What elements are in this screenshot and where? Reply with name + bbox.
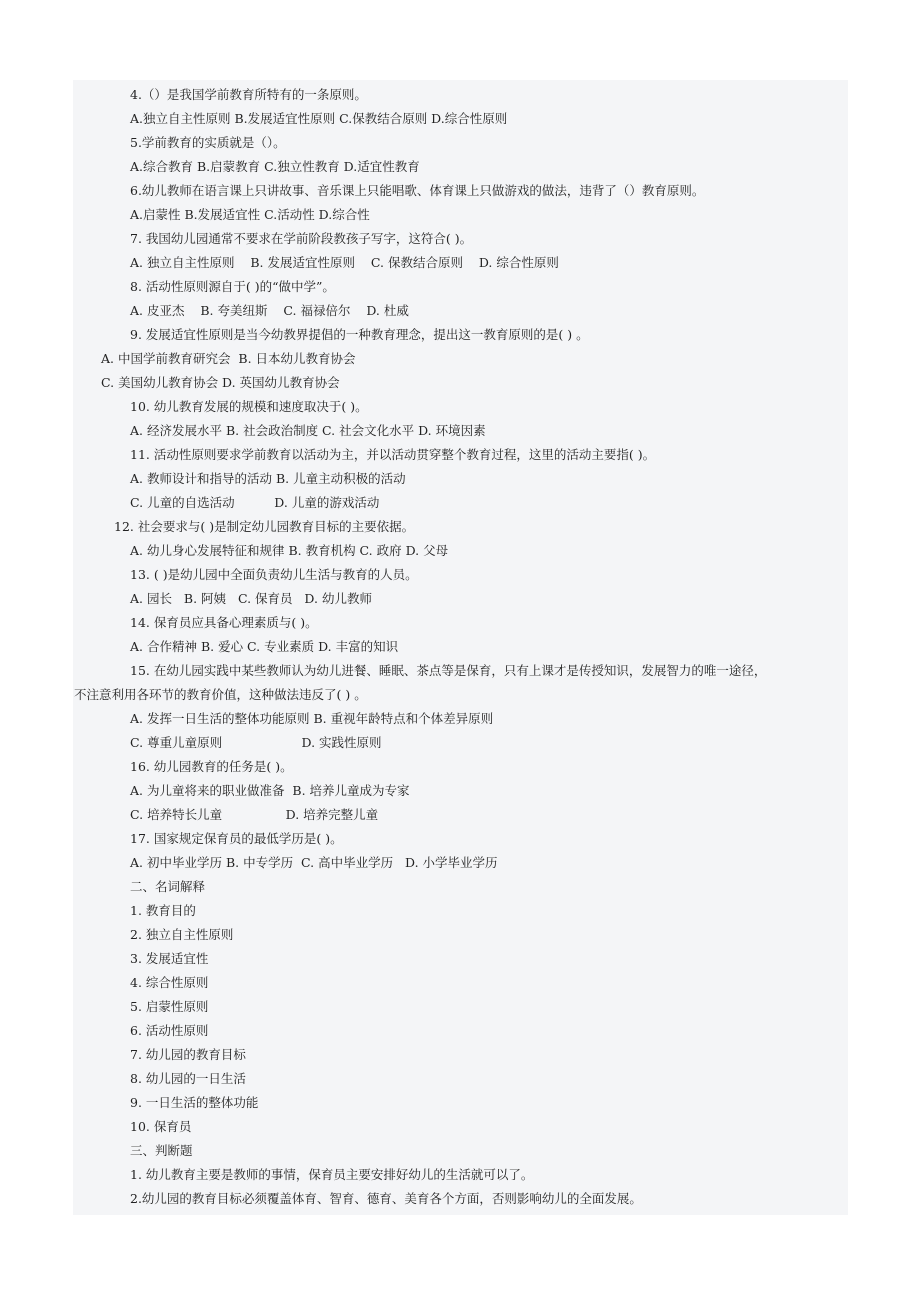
question-9-options-ab: A. 中国学前教育研究会 B. 日本幼儿教育协会 [101, 351, 356, 366]
question-15-continued: 不注意利用各环节的教育价值，这种做法违反了( ) 。 [74, 687, 367, 702]
term-item: 3. 发展适宜性 [130, 951, 209, 966]
question-9-options-cd: C. 美国幼儿教育协会 D. 英国幼儿教育协会 [101, 375, 340, 390]
question-14: 14. 保育员应具备心理素质与( )。 [130, 615, 318, 630]
question-8-options: A. 皮亚杰 B. 夸美纽斯 C. 福禄倍尔 D. 杜威 [130, 303, 409, 318]
question-13: 13. ( )是幼儿园中全面负责幼儿生活与教育的人员。 [130, 567, 418, 582]
question-5: 5.学前教育的实质就是（）。 [130, 135, 286, 150]
question-9: 9. 发展适宜性原则是当今幼教界提倡的一种教育理念，提出这一教育原则的是( ) 。 [130, 327, 589, 342]
question-16-options-cd: C. 培养特长儿童 D. 培养完整儿童 [130, 807, 379, 822]
question-13-options: A. 园长 B. 阿姨 C. 保育员 D. 幼儿教师 [130, 591, 372, 606]
section-heading-true-false: 三、判断题 [130, 1143, 193, 1158]
term-item: 6. 活动性原则 [130, 1023, 209, 1038]
question-7: 7. 我国幼儿园通常不要求在学前阶段教孩子写字，这符合( )。 [130, 231, 473, 246]
question-11-options-cd: C. 儿童的自选活动 D. 儿童的游戏活动 [130, 495, 380, 510]
question-7-options: A. 独立自主性原则 B. 发展适宜性原则 C. 保教结合原则 D. 综合性原则 [130, 255, 559, 270]
term-item: 8. 幼儿园的一日生活 [130, 1071, 246, 1086]
question-5-options: A.综合教育 B.启蒙教育 C.独立性教育 D.适宜性教育 [130, 159, 420, 174]
term-item: 5. 启蒙性原则 [130, 999, 209, 1014]
term-item: 4. 综合性原则 [130, 975, 209, 990]
question-4-options: A.独立自主性原则 B.发展适宜性原则 C.保教结合原则 D.综合性原则 [130, 111, 508, 126]
question-6-options: A.启蒙性 B.发展适宜性 C.活动性 D.综合性 [130, 207, 370, 222]
question-10-options: A. 经济发展水平 B. 社会政治制度 C. 社会文化水平 D. 环境因素 [130, 423, 486, 438]
term-item: 10. 保育员 [130, 1119, 192, 1134]
term-item: 2. 独立自主性原则 [130, 927, 234, 942]
term-item: 7. 幼儿园的教育目标 [130, 1047, 246, 1062]
question-15: 15. 在幼儿园实践中某些教师认为幼儿进餐、睡眠、茶点等是保育，只有上课才是传授知识，发展智力的唯一途径， [130, 663, 767, 678]
question-12-options: A. 幼儿身心发展特征和规律 B. 教育机构 C. 政府 D. 父母 [130, 543, 449, 558]
question-12: 12. 社会要求与( )是制定幼儿园教育目标的主要依据。 [114, 519, 415, 534]
question-10: 10. 幼儿教育发展的规模和速度取决于( )。 [130, 399, 368, 414]
true-false-item: 2.幼儿园的教育目标必须覆盖体育、智育、德育、美育各个方面，否则影响幼儿的全面发展。 [130, 1191, 642, 1206]
term-item: 1. 教育目的 [130, 903, 196, 918]
question-17: 17. 国家规定保育员的最低学历是( )。 [130, 831, 343, 846]
question-16-options-ab: A. 为儿童将来的职业做准备 B. 培养儿童成为专家 [130, 783, 410, 798]
question-15-options-ab: A. 发挥一日生活的整体功能原则 B. 重视年龄特点和个体差异原则 [130, 711, 494, 726]
question-11: 11. 活动性原则要求学前教育以活动为主，并以活动贯穿整个教育过程，这里的活动主要指( )。 [130, 447, 656, 462]
question-8: 8. 活动性原则源自于( )的“做中学”。 [130, 279, 335, 294]
document-page [73, 80, 848, 1215]
question-11-options-ab: A. 教师设计和指导的活动 B. 儿童主动积极的活动 [130, 471, 406, 486]
question-15-options-cd: C. 尊重儿童原则 D. 实践性原则 [130, 735, 382, 750]
question-14-options: A. 合作精神 B. 爱心 C. 专业素质 D. 丰富的知识 [130, 639, 399, 654]
question-17-options: A. 初中毕业学历 B. 中专学历 C. 高中毕业学历 D. 小学毕业学历 [130, 855, 498, 870]
section-heading-terms: 二、名词解释 [130, 879, 206, 894]
question-6: 6.幼儿教师在语言课上只讲故事、音乐课上只能唱歌、体育课上只做游戏的做法，违背了（）教育原则。 [130, 183, 705, 198]
true-false-item: 1. 幼儿教育主要是教师的事情，保育员主要安排好幼儿的生活就可以了。 [130, 1167, 534, 1182]
question-4: 4.（）是我国学前教育所特有的一条原则。 [130, 87, 367, 102]
term-item: 9. 一日生活的整体功能 [130, 1095, 259, 1110]
question-16: 16. 幼儿园教育的任务是( )。 [130, 759, 293, 774]
